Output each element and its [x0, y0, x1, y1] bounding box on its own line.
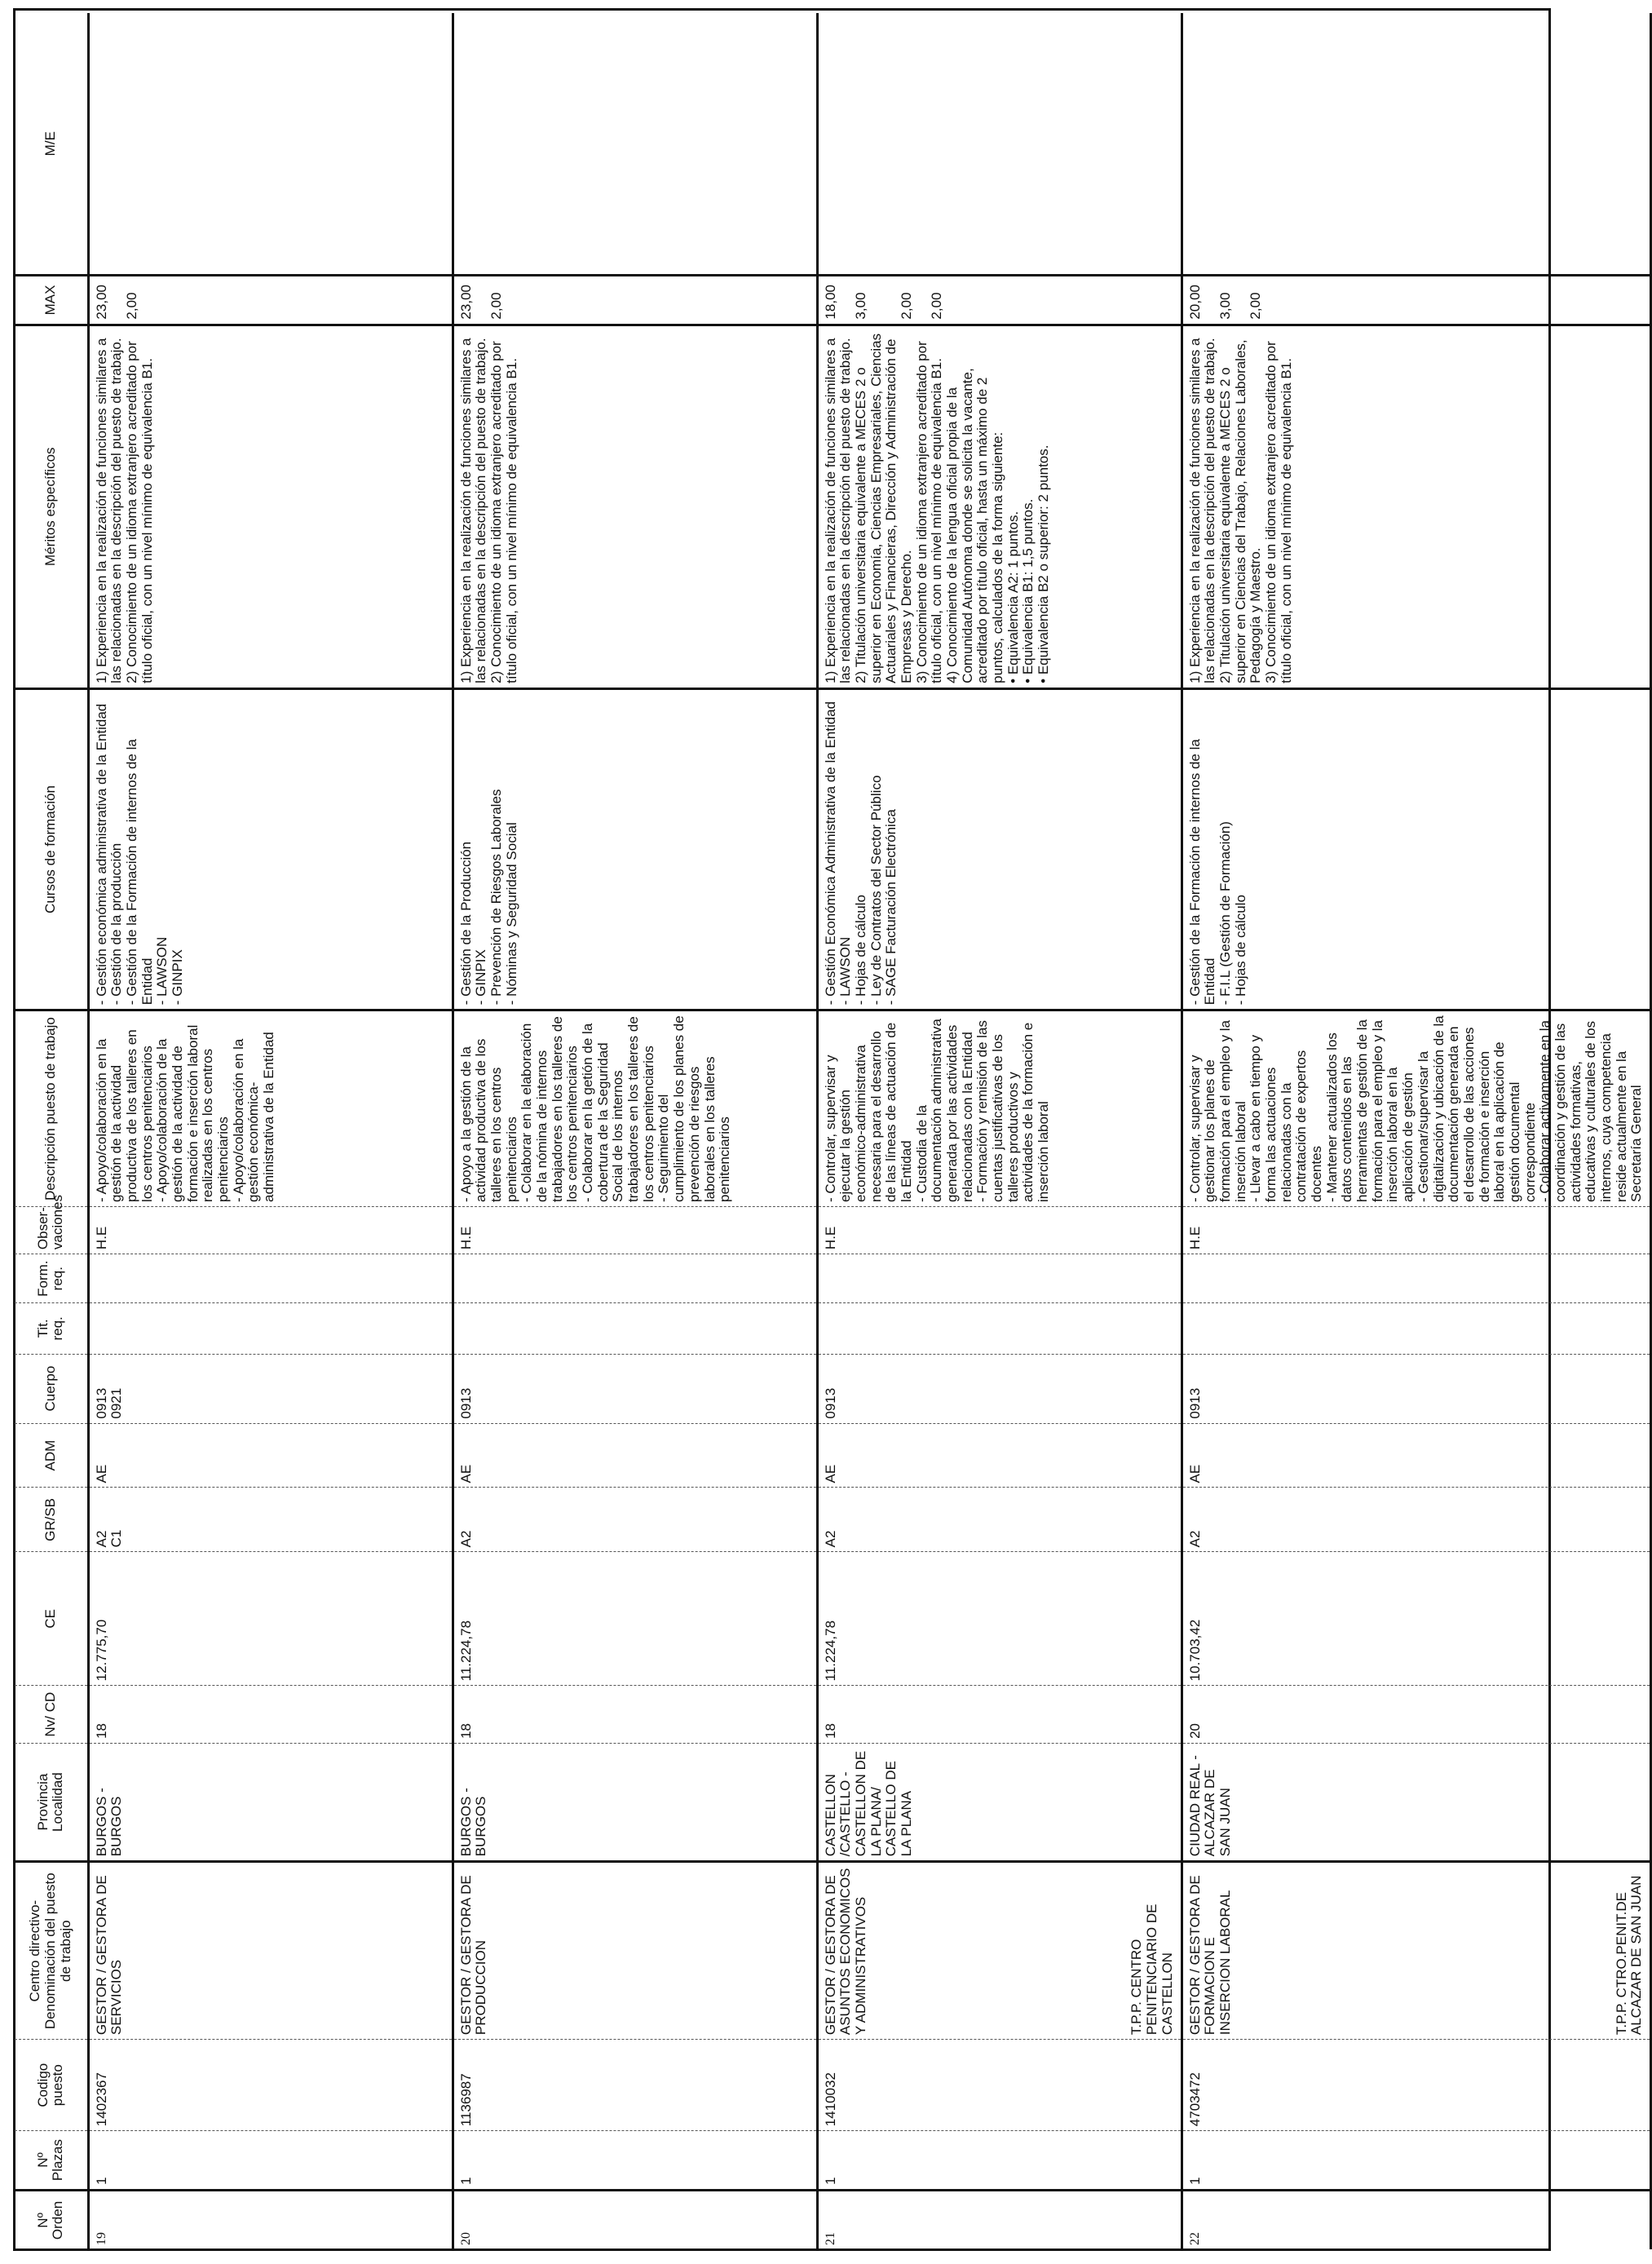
form-cell	[88, 1254, 453, 1303]
grsb-cell: A2	[817, 1488, 1182, 1552]
plazas-cell: 1	[817, 2131, 1182, 2191]
grsb-cell: A2	[453, 1488, 817, 1552]
tit-cell	[817, 1303, 1182, 1354]
max-cell: 20,00 3,00 2,00	[1182, 276, 1651, 325]
meritos-cell: 1) Experiencia en la realización de funciones similares a las relacionadas en la descripción del puesto de trabajo. 2) Titulación universitaria equivalente a MECES 2 o superior en Economía, Ciencias Empresariales, Ciencias Actuariales y Financieras, Dirección y Administración de Empresas y Derecho. 3) Conocimiento de un idioma extranjero acreditado por título oficial, con un nivel mínimo de equivalencia B1. 4) Conocimiento de la lengua oficial propia de la Comunidad Autónoma donde se solicita la vacante, acreditado por título oficial, hasta un máximo de 2 puntos, calculados de la forma siguiente: • Equivalencia A2: 1 puntos. • Equivalencia B1: 1,5 puntos. • Equivalencia B2 o superior: 2 puntos.	[817, 325, 1182, 688]
me-cell	[88, 13, 453, 276]
cursos-cell: - Gestión de la Producción - GINPIX - Prevención de Riesgos Laborales - Nóminas y Seguridad Social	[453, 688, 817, 1010]
header-obs: Obser- vaciones	[15, 1206, 88, 1254]
header-form: Form. req.	[15, 1254, 88, 1303]
plazas-cell: 1	[1182, 2131, 1651, 2191]
obs-cell: H.E	[88, 1206, 453, 1254]
orden-cell: 22	[1182, 2190, 1651, 2249]
header-nvcd: Nv/ CD	[15, 1686, 88, 1744]
meritos-cell: 1) Experiencia en la realización de funciones similares a las relacionadas en la descripción del puesto de trabajo. 2) Conocimiento de un idioma extranjero acreditado por título oficial, con un nivel mínimo de equivalencia B1.	[88, 325, 453, 688]
provincia-cell: CASTELLON /CASTELLO - CASTELLON DE LA PLANA/ CASTELLO DE LA PLANA	[817, 1743, 1182, 1861]
header-adm: ADM	[15, 1423, 88, 1488]
nvcd-cell: 18	[453, 1686, 817, 1744]
me-cell	[1182, 13, 1651, 276]
obs-cell: H.E	[453, 1206, 817, 1254]
meritos-cell: 1) Experiencia en la realización de funciones similares a las relacionadas en la descripción del puesto de trabajo. 2) Conocimiento de un idioma extranjero acreditado por título oficial, con un nivel mínimo de equivalencia B1.	[453, 325, 817, 688]
plazas-cell: 1	[453, 2131, 817, 2191]
adm-cell: AE	[817, 1423, 1182, 1488]
cuerpo-cell: 0913	[453, 1354, 817, 1423]
table-row	[88, 13, 453, 2249]
puesto-name: GESTOR / GESTORA DE PRODUCCION	[457, 1875, 489, 2036]
me-cell	[817, 13, 1182, 276]
table-row	[817, 13, 1182, 2249]
header-row	[15, 13, 88, 2249]
ce-cell: 11.224,78	[453, 1552, 817, 1686]
header-cursos: Cursos de formación	[15, 688, 88, 1010]
header-me: M/E	[15, 13, 88, 276]
orden-cell: 20	[453, 2190, 817, 2249]
header-max: MAX	[15, 276, 88, 325]
cuerpo-cell: 0913	[1182, 1354, 1651, 1423]
centro-directivo: T.P.P. CTRO.PENIT.DE ALCAZAR DE SAN JUAN	[1613, 1875, 1645, 2036]
cuerpo-cell: 0913 0921	[88, 1354, 453, 1423]
max-cell: 23,00 2,00	[88, 276, 453, 325]
header-plazas: Nº Plazas	[15, 2131, 88, 2191]
descripcion-cell: - Controlar, supervisar y ejecutar la gestión económico-administrativa necesaria para el desarrollo de las líneas de actuación de la Entidad - Custodia de la documentación administrativa generada por las actividades relacionadas con la Entidad - Formación y remisión de las cuentas justificativas de los talleres productivos y actividades de la formación e inserción laboral	[817, 1010, 1182, 1207]
puesto-name: GESTOR / GESTORA DE ASUNTOS ECONOMICOS Y ADMINISTRATIVOS	[822, 1868, 868, 2036]
orden-cell: 21	[817, 2190, 1182, 2249]
orden-cell: 19	[88, 2190, 453, 2249]
header-tit: Tit. req.	[15, 1303, 88, 1354]
codigo-cell: 1410032	[817, 2040, 1182, 2131]
nvcd-cell: 18	[88, 1686, 453, 1744]
puesto-name: GESTOR / GESTORA DE SERVICIOS	[93, 1875, 125, 2036]
cursos-cell: - Gestión de la Formación de internos de la Entidad - F.I.L (Gestión de Formación) - Hojas de cálculo	[1182, 688, 1651, 1010]
ce-cell: 12.775,70	[88, 1552, 453, 1686]
descripcion-cell: - Apoyo a la gestión de la actividad productiva de los talleres en los centros penitenciarios - Colaborar en la elaboración de la nómina de internos trabajadores en los talleres de los centros penitenciarios - Colaborar en la getión de la cobertura de la Seguridad Social de los internos trabajadores en los talleres de los centros penitenciarios - Seguimiento del cumplimiento de los planes de prevención de riesgos laborales en los talleres penitenciarios	[453, 1010, 817, 1207]
meritos-cell: 1) Experiencia en la realización de funciones similares a las relacionadas en la descripción del puesto de trabajo. 2) Titulación universitaria equivalente a MECES 2 o superior en Ciencias del Trabajo, Relaciones Laborales, Pedagogía y Maestro. 3) Conocimiento de un idioma extranjero acreditado por título oficial, con un nivel mínimo de equivalencia B1.	[1182, 325, 1651, 688]
cursos-cell: - Gestión económica administrativa de la Entidad - Gestión de la producción - Gestión de la Formación de internos de la Entidad - LAWSON - GINPIX	[88, 688, 453, 1010]
descripcion-cell: - Controlar, supervisar y gestionar los planes de formación para el empleo y la inserción laboral - Llevar a cabo en tiempo y forma las actuaciones relacionadas con la contratación de expertos docentes - Mantener actualizados los datos contenidos en las herramientas de gestión de la formación para el empleo y la inserción laboral en la aplicación de gestión - Gestionar/supervisar la digitalización y ubicación de la documentación generada en el desarrollo de las acciones de formación e inserción laboral en la aplicación de gestión documental correspondiente - Colaborar activamente en la coordinación y gestión de las actividades formativas, educativas y culturales de los internos, cuya competencia reside actualmente en la Secretaría General	[1182, 1010, 1651, 1207]
header-ce: CE	[15, 1552, 88, 1686]
centro-cell	[1182, 1862, 1651, 2040]
ce-cell: 11.224,78	[817, 1552, 1182, 1686]
adm-cell: AE	[1182, 1423, 1651, 1488]
plazas-cell: 1	[88, 2131, 453, 2191]
tit-cell	[88, 1303, 453, 1354]
header-provincia: Provincia Localidad	[15, 1743, 88, 1861]
header-centro: Centro directivo- Denominación del puesto de trabajo	[15, 1862, 88, 2040]
provincia-cell: BURGOS - BURGOS	[453, 1743, 817, 1861]
adm-cell: AE	[88, 1423, 453, 1488]
ce-cell: 10.703,42	[1182, 1552, 1651, 1686]
centro-directivo: T.P.P. CENTRO PENITENCIARIO DE CASTELLON	[1129, 1904, 1175, 2036]
provincia-cell: CIUDAD REAL - ALCAZAR DE SAN JUAN	[1182, 1743, 1651, 1861]
obs-cell: H.E	[817, 1206, 1182, 1254]
provincia-cell: BURGOS - BURGOS	[88, 1743, 453, 1861]
adm-cell: AE	[453, 1423, 817, 1488]
codigo-cell: 4703472	[1182, 2040, 1651, 2131]
table-row	[1182, 13, 1651, 2249]
grsb-cell: A2	[1182, 1488, 1651, 1552]
cuerpo-cell: 0913	[817, 1354, 1182, 1423]
puesto-name: GESTOR / GESTORA DE FORMACION E INSERCION LABORAL	[1186, 1875, 1233, 2036]
grsb-cell: A2 C1	[88, 1488, 453, 1552]
nvcd-cell: 20	[1182, 1686, 1651, 1744]
header-grsb: GR/SB	[15, 1488, 88, 1552]
tit-cell	[453, 1303, 817, 1354]
form-cell	[817, 1254, 1182, 1303]
header-cuerpo: Cuerpo	[15, 1354, 88, 1423]
form-cell	[453, 1254, 817, 1303]
max-cell: 23,00 2,00	[453, 276, 817, 325]
header-descripcion: Descripción puesto de trabajo	[15, 1010, 88, 1207]
cursos-cell: - Gestión Económica Administrativa de la Entidad - LAWSON - Hojas de cálculo - Ley de Contratos del Sector Público - SAGE Facturación Electrónica	[817, 688, 1182, 1010]
nvcd-cell: 18	[817, 1686, 1182, 1744]
codigo-cell: 1402367	[88, 2040, 453, 2131]
obs-cell: H.E	[1182, 1206, 1651, 1254]
header-codigo: Codigo puesto	[15, 2040, 88, 2131]
header-orden: Nº Orden	[15, 2190, 88, 2249]
form-cell	[1182, 1254, 1651, 1303]
tit-cell	[1182, 1303, 1651, 1354]
centro-cell	[88, 1862, 453, 2040]
max-cell: 18,00 3,00 2,00 2,00	[817, 276, 1182, 325]
descripcion-cell: - Apoyo/colaboración en la gestión de la actividad productiva de los talleres en los centros penitenciarios - Apoyo/colaboración de la gestión de la actividad de formación e inserción laboral realizadas en los centros penitenciarios - Apoyo/colaboración en la gestión económica-administrativa de la Entidad	[88, 1010, 453, 1207]
header-meritos: Méritos específicos	[15, 325, 88, 688]
me-cell	[453, 13, 817, 276]
codigo-cell: 1136987	[453, 2040, 817, 2131]
centro-cell	[453, 1862, 817, 2040]
centro-cell	[817, 1862, 1182, 2040]
positions-table	[15, 13, 1652, 2249]
table-row	[453, 13, 817, 2249]
